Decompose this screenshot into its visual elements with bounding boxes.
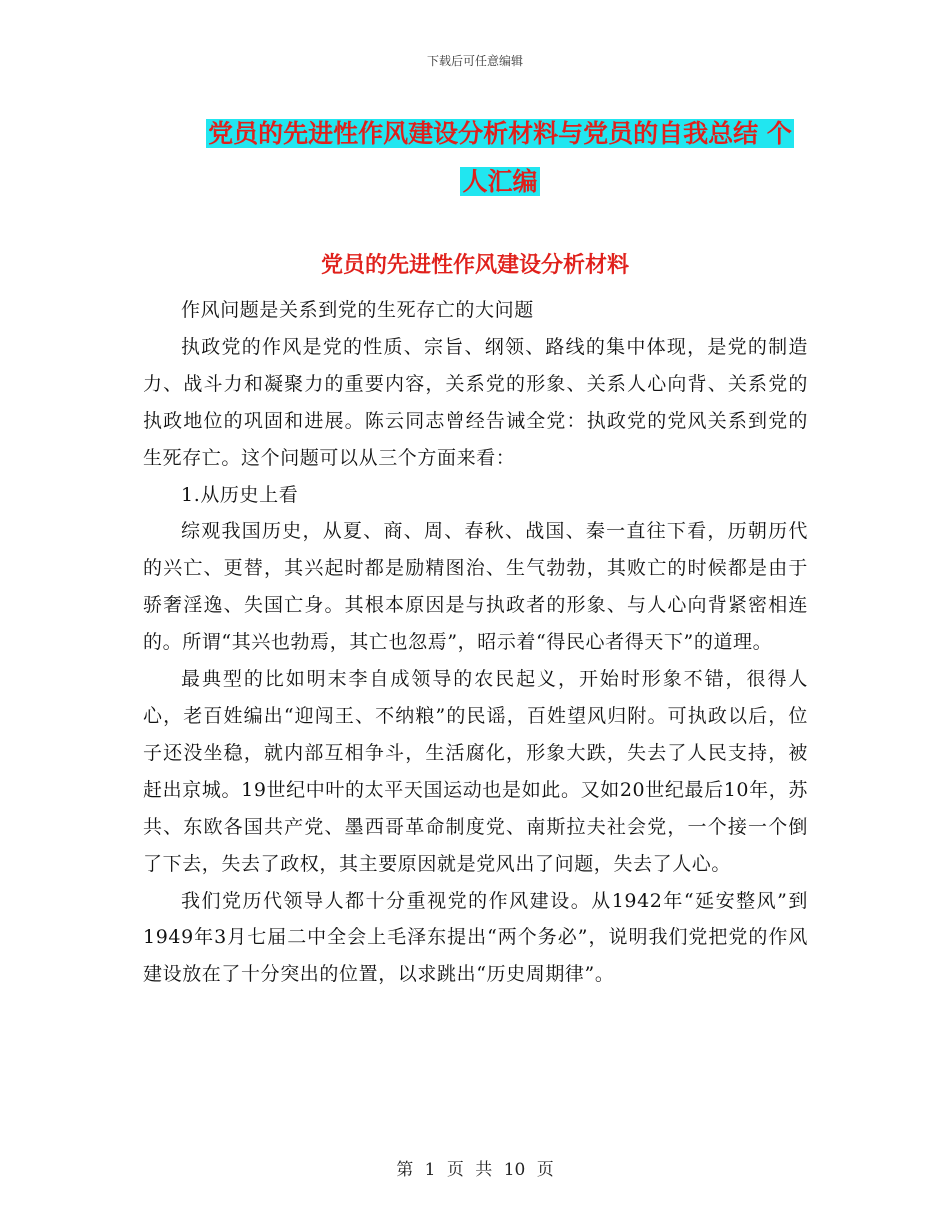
page-header-note: 下载后可任意编辑 [426,54,523,68]
document-title [140,110,860,206]
body-paragraph: 我们党历代领导人都十分重视党的作风建设。从1942年“延安整风”到1949年3月七届二中全会上毛泽东提出“两个务必”，说明我们党把党的作风建设放在了十分突出的位置，以求跳出“历史周期律”。 [143,889,808,986]
section-heading: 党员的先进性作风建设分析材料 [320,253,629,278]
body-paragraph: 执政党的作风是党的性质、宗旨、纲领、路线的集中体现，是党的制造力、战斗力和凝聚力的重要内容，关系党的形象、关系人心向背、关系党的执政地位的巩固和进展。陈云同志曾经告诫全党：执政党的党风关系到党的生死存亡。这个问题可以从三个方面来看： [143,335,808,469]
document-title-line-1: 党员的先进性作风建设分析材料与党员的自我总结 个 [208,119,792,148]
body-paragraph: 1.从历史上看 [181,483,299,506]
document-body [143,292,808,993]
document-title-line-2: 人汇编 [462,167,538,196]
body-paragraph: 综观我国历史，从夏、商、周、春秋、战国、秦一直往下看，历朝历代的兴亡、更替，其兴起时都是励精图治、生气勃勃，其败亡的时候都是由于骄奢淫逸、失国亡身。其根本原因是与执政者的形象、与人心向背紧密相连的。所谓“其兴也勃焉，其亡也忽焉”，昭示着“得民心者得天下”的道理。 [143,520,808,654]
body-paragraph: 最典型的比如明末李自成领导的农民起义，开始时形象不错，很得人心，老百姓编出“迎闯王、不纳粮”的民谣，百姓望风归附。可执政以后，位子还没坐稳，就内部互相争斗，生活腐化，形象大跌，失去了人民支持，被赶出京城。19世纪中叶的太平天国运动也是如此。又如20世纪最后10年，苏共、东欧各国共产党、墨西哥革命制度党、南斯拉夫社会党，一个接一个倒了下去，失去了政权，其主要原因就是党风出了问题，失去了人心。 [143,668,808,875]
body-paragraph: 作风问题是关系到党的生死存亡的大问题 [181,299,534,321]
page-footer: 第 1 页 共 10 页 [396,1160,554,1180]
